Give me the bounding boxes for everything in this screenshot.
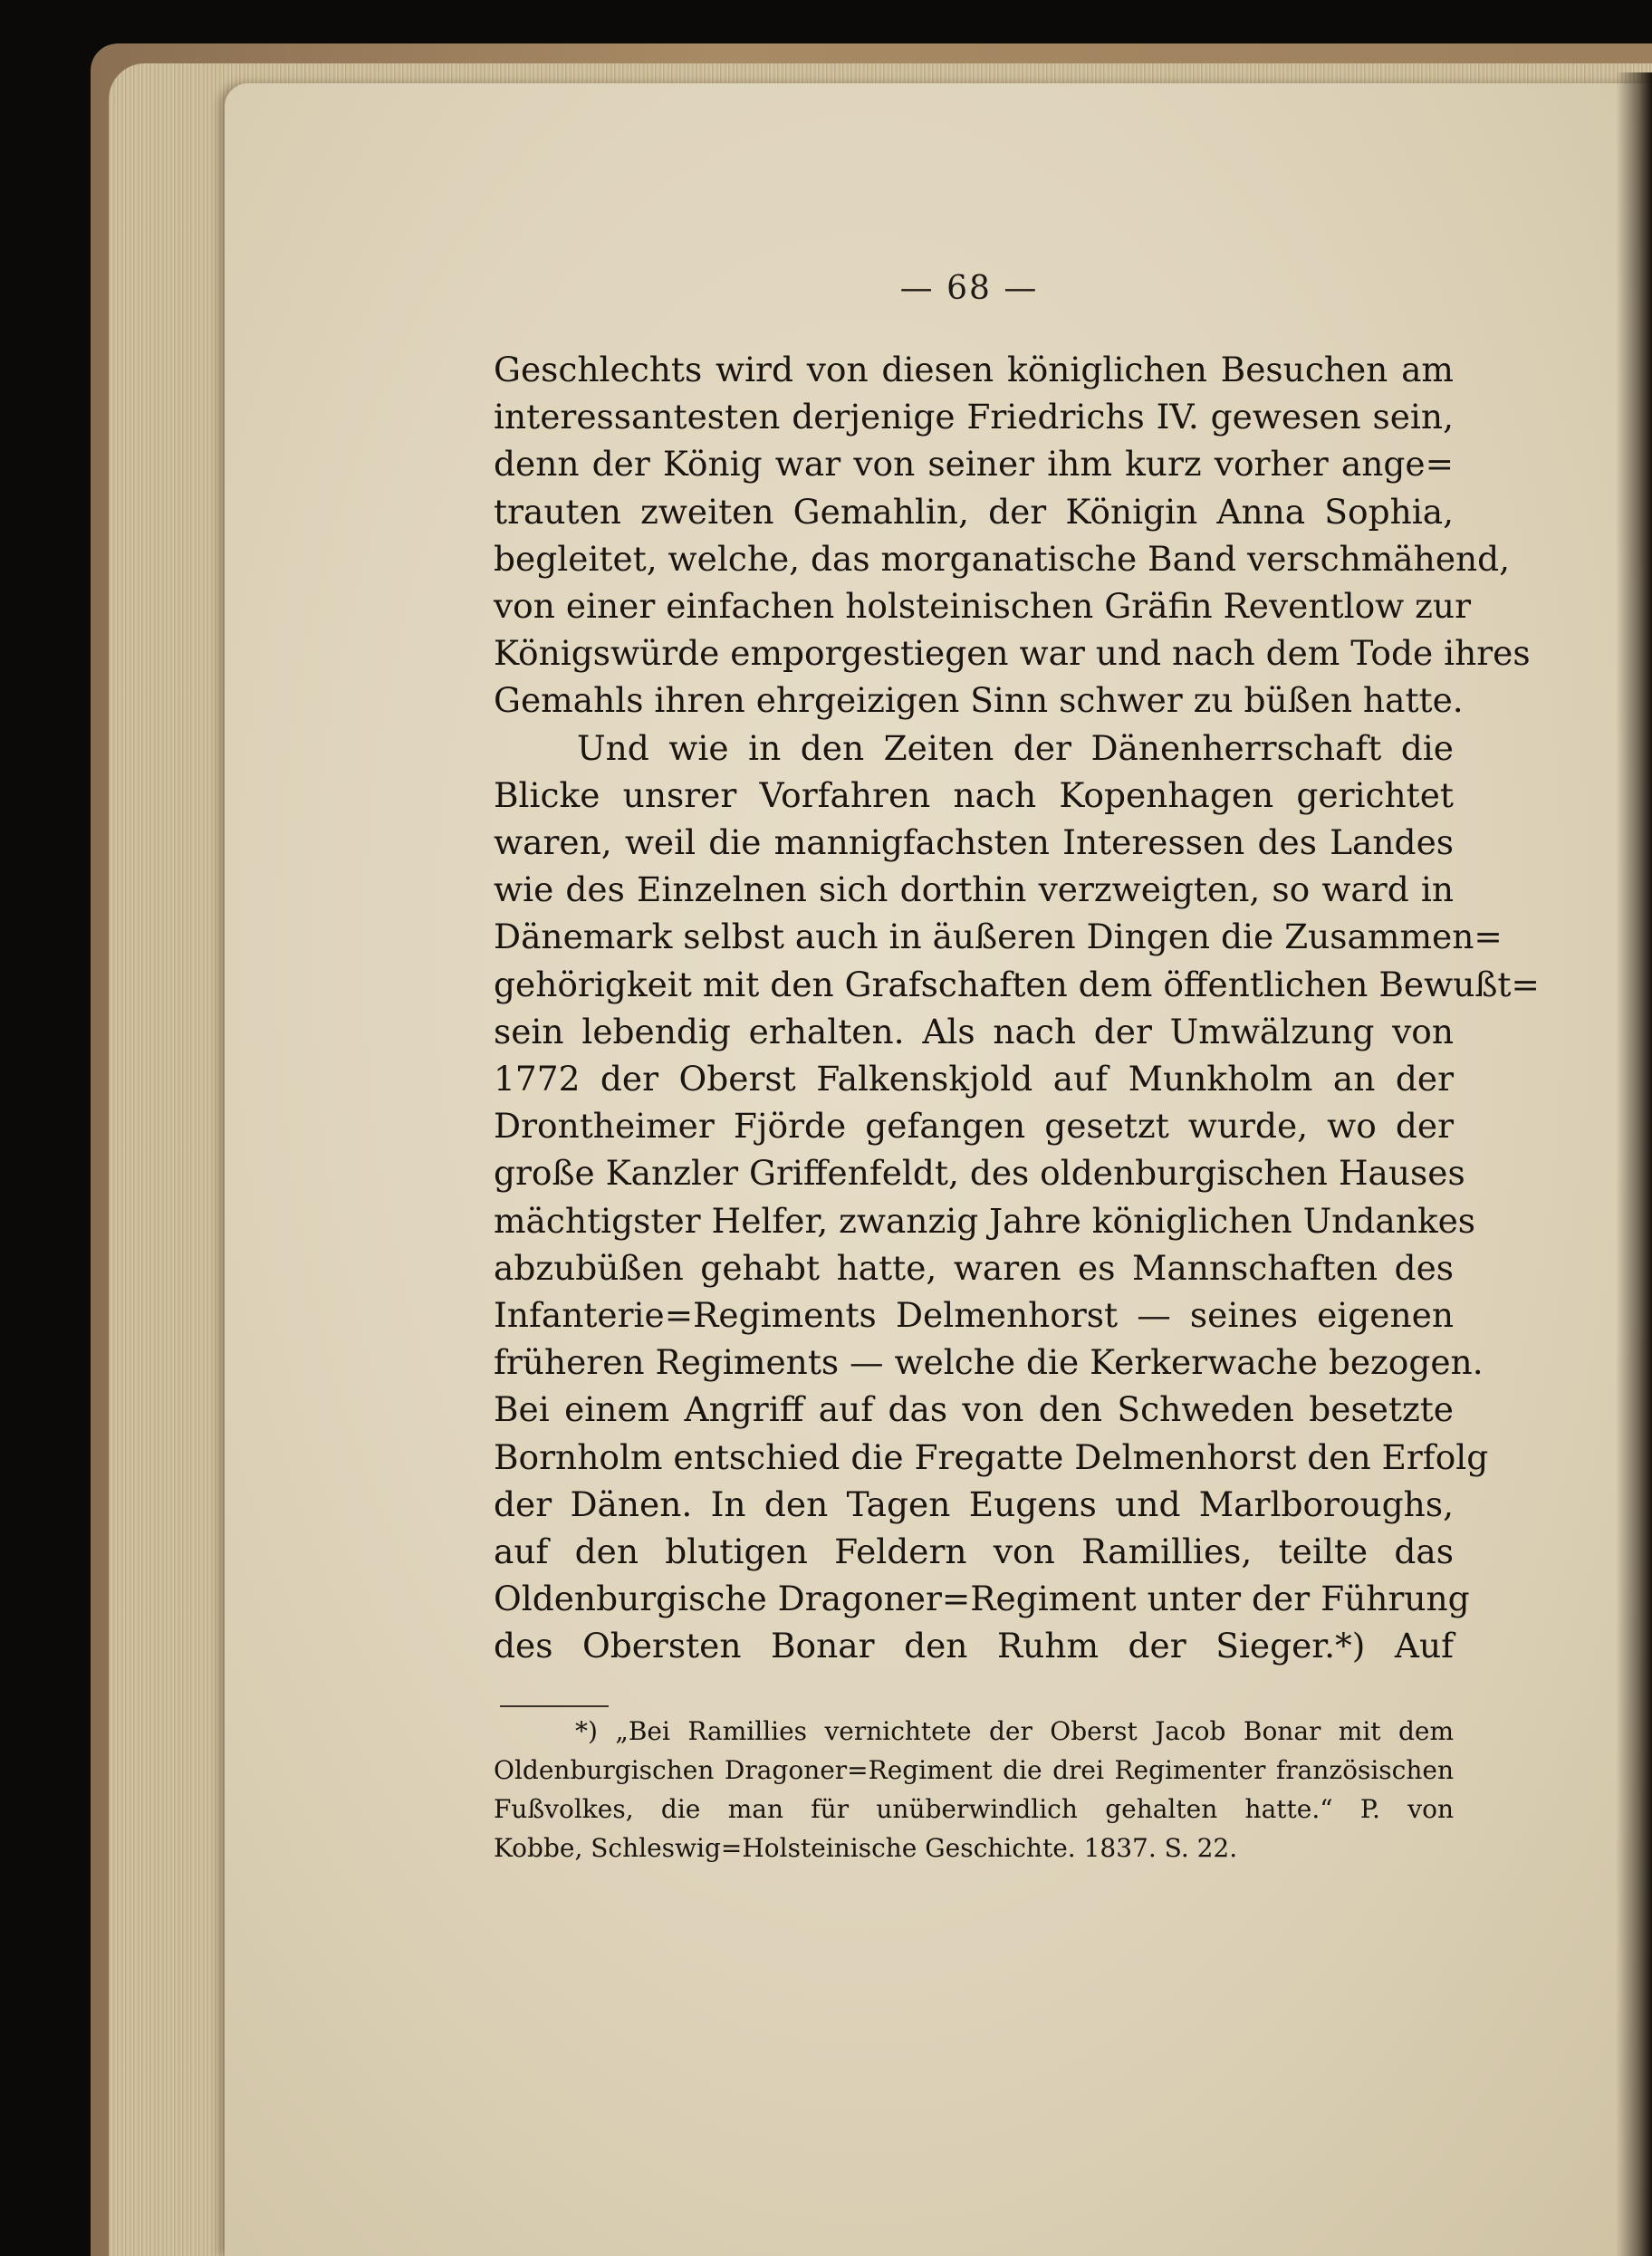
text-line: sein lebendig erhalten. Als nach der Umwälzung von xyxy=(494,1011,1454,1051)
footnote-line: Fußvolkes, die man für unüberwindlich gehalten hatte.“ P. von xyxy=(494,1794,1454,1824)
text-line: gehörigkeit mit den Grafschaften dem öffentlichen Bewußt= xyxy=(494,964,1540,1004)
text-line: Bornholm entschied die Fregatte Delmenhorst den Erfolg xyxy=(494,1436,1489,1477)
text-line: Dänemark selbst auch in äußeren Dingen die Zusammen= xyxy=(494,917,1503,957)
text-line: trauten zweiten Gemahlin, der Königin Anna Sophia, xyxy=(494,491,1454,532)
gutter-shadow xyxy=(1616,72,1652,2256)
text-line: begleitet, welche, das morganatische Band verschmähend, xyxy=(494,538,1511,579)
text-line: Drontheimer Fjörde gefangen gesetzt wurde, wo der xyxy=(494,1106,1454,1147)
footnote-line: Kobbe, Schleswig=Holsteinische Geschichte. 1837. S. 22. xyxy=(494,1833,1238,1863)
text-line: des Obersten Bonar den Ruhm der Sieger.*) Auf xyxy=(494,1626,1454,1666)
text-line: auf den blutigen Feldern von Ramillies, teilte das xyxy=(494,1531,1454,1572)
text-line: 1772 der Oberst Falkenskjold auf Munkholm an der xyxy=(494,1059,1454,1099)
text-line: mächtigster Helfer, zwanzig Jahre königlichen Undankes xyxy=(494,1200,1476,1241)
footnote xyxy=(494,1712,1454,1867)
text-line: waren, weil die mannigfachsten Interessen des Landes xyxy=(494,822,1454,863)
footnote-line: Oldenburgischen Dragoner=Regiment die drei Regimenter französischen xyxy=(494,1755,1454,1785)
text-line: Blicke unsrer Vorfahren nach Kopenhagen gerichtet xyxy=(494,774,1454,815)
text-line: Bei einem Angriff auf das von den Schweden besetzte xyxy=(494,1389,1454,1430)
text-line: denn der König war von seiner ihm kurz vorher ange= xyxy=(494,444,1454,485)
text-line: große Kanzler Griffenfeldt, des oldenburgischen Hauses xyxy=(494,1153,1465,1194)
text-line: Gemahls ihren ehrgeizigen Sinn schwer zu büßen hatte. xyxy=(494,680,1464,721)
text-line: früheren Regiments — welche die Kerkerwache bezogen. xyxy=(494,1342,1484,1383)
text-line: wie des Einzelnen sich dorthin verzweigten, so ward in xyxy=(494,869,1454,910)
text-line: Geschlechts wird von diesen königlichen Besuchen am xyxy=(494,350,1454,389)
body-text xyxy=(494,346,1540,1670)
text-line: Und wie in den Zeiten der Dänenherrschaft die xyxy=(577,727,1454,768)
page-number: — 68 — xyxy=(899,270,1039,307)
text-line: der Dänen. In den Tagen Eugens und Marlboroughs, xyxy=(494,1483,1454,1524)
footnote-line: *) „Bei Ramillies vernichtete der Oberst Jacob Bonar mit dem xyxy=(575,1716,1454,1746)
text-line: Oldenburgische Dragoner=Regiment unter der Führung xyxy=(494,1579,1470,1619)
text-line: von einer einfachen holsteinischen Gräfin Reventlow zur xyxy=(494,586,1472,627)
text-line: Königswürde emporgestiegen war und nach dem Tode ihres xyxy=(494,633,1531,674)
footnote-rule xyxy=(500,1705,609,1707)
text-line: Infanterie=Regiments Delmenhorst — seines eigenen xyxy=(494,1295,1454,1336)
text-line: interessantesten derjenige Friedrichs IV. gewesen sein, xyxy=(494,397,1454,437)
text-line: abzubüßen gehabt hatte, waren es Mannschaften des xyxy=(494,1247,1454,1288)
